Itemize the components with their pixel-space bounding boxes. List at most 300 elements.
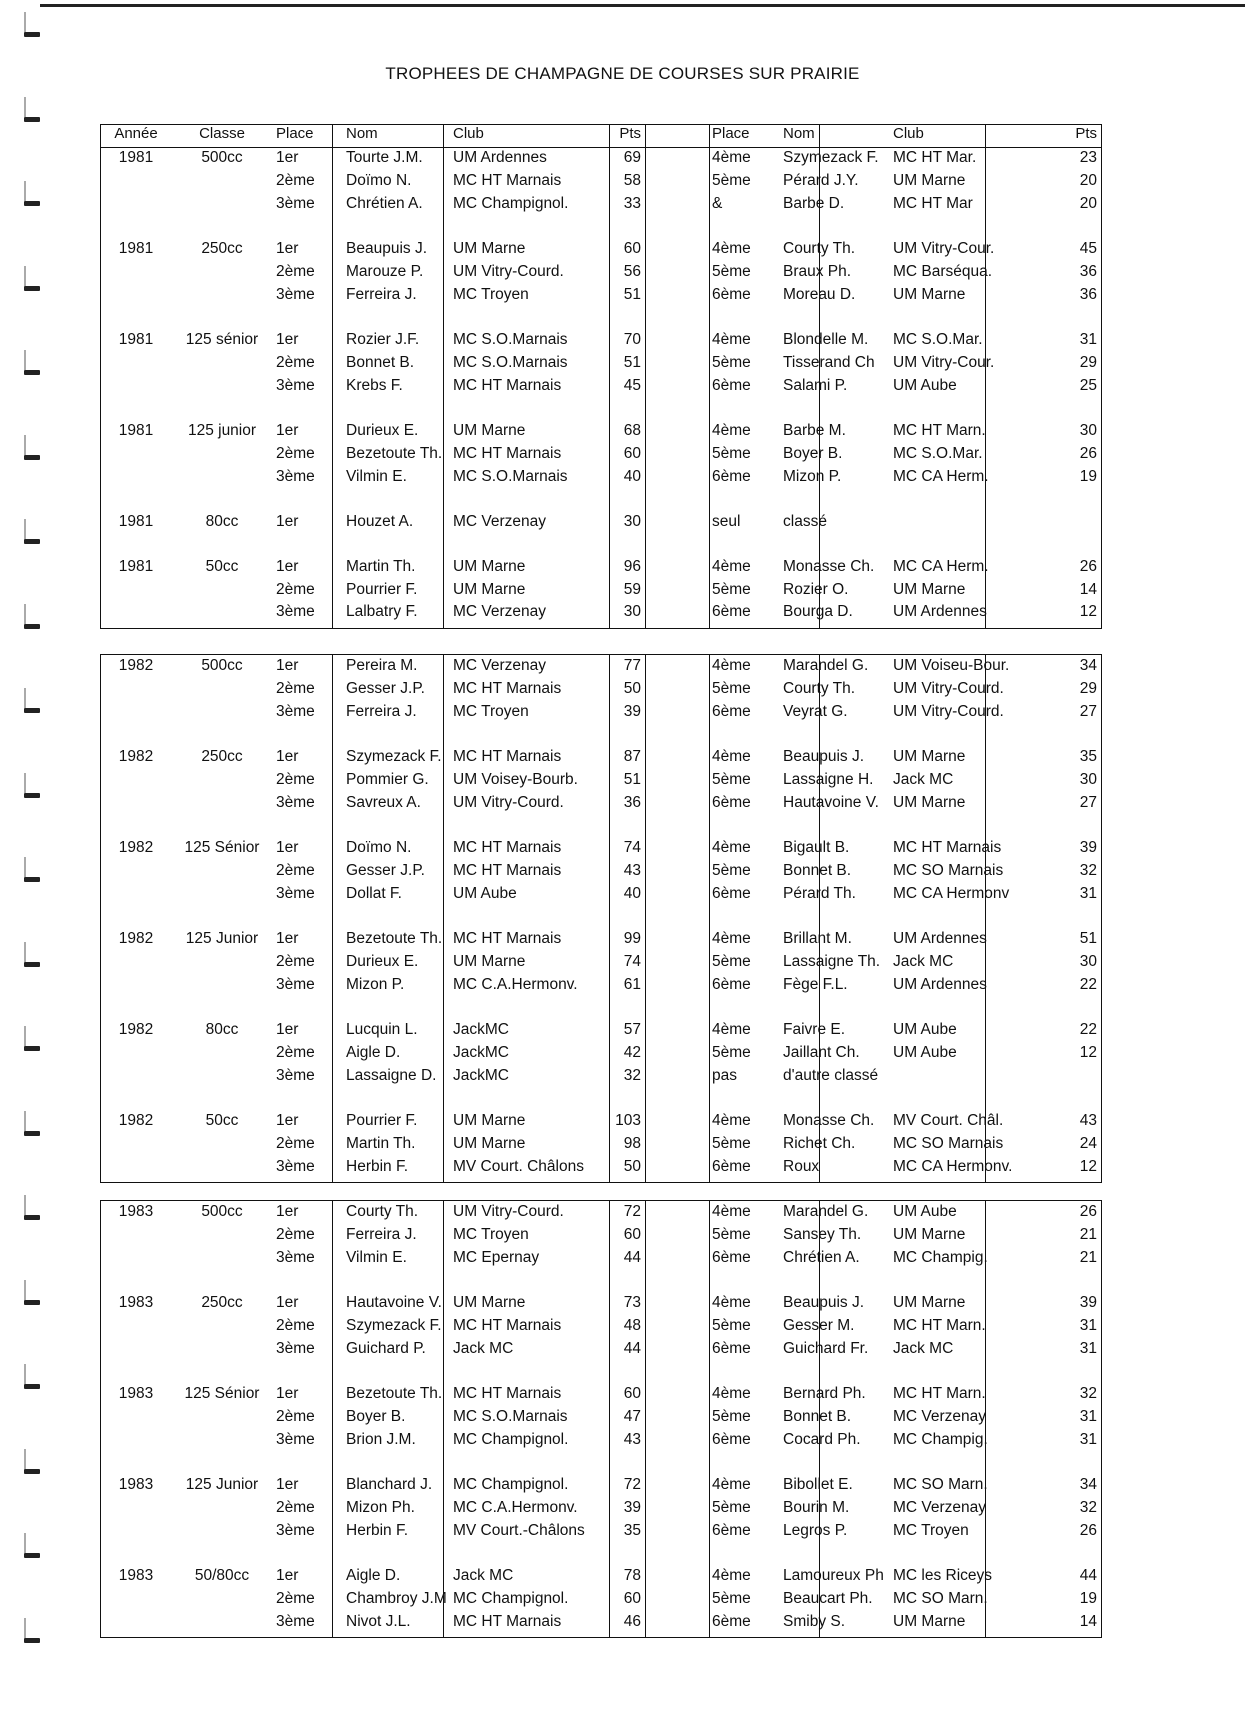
place-cell: 2ème xyxy=(276,444,315,462)
place2-cell: 4ème xyxy=(712,1385,751,1402)
nom2-cell: Gesser M. xyxy=(783,1316,855,1334)
year-cell: 1983 xyxy=(118,1476,154,1493)
year-cell: 1981 xyxy=(118,557,154,575)
pts2-cell: 43 xyxy=(1079,1112,1097,1129)
club2-cell: MC CA Hermonv. xyxy=(893,1157,1013,1175)
binding-ring xyxy=(18,519,46,545)
place2-cell: 4ème xyxy=(712,930,751,947)
nom-cell: Durieux E. xyxy=(346,952,419,970)
year-cell: 1981 xyxy=(118,513,154,530)
club-cell: Jack MC xyxy=(453,1339,514,1357)
pts2-cell: 25 xyxy=(1079,376,1097,394)
pts-cell: 43 xyxy=(623,1430,641,1448)
place2-cell: 5ème xyxy=(712,1498,751,1516)
binding-ring xyxy=(18,266,46,292)
nom-cell: Chrétien A. xyxy=(346,194,423,212)
pts-cell: 36 xyxy=(623,793,641,811)
place-cell: 2ème xyxy=(276,1498,315,1516)
club2-cell: MC HT Marn. xyxy=(893,1385,986,1402)
pts-cell: 30 xyxy=(623,513,641,530)
club2-cell: UM Marne xyxy=(893,580,966,598)
header-annee: Année xyxy=(114,125,158,142)
nom-cell: Pereira M. xyxy=(346,657,418,674)
place-cell: 1er xyxy=(276,1021,299,1038)
class-cell: 500cc xyxy=(201,1203,243,1220)
binding-ring xyxy=(18,97,46,123)
pts-cell: 87 xyxy=(623,748,641,765)
table-row xyxy=(101,1044,1101,1066)
nom2-cell: Cocard Ph. xyxy=(783,1430,861,1448)
pts2-cell: 45 xyxy=(1079,240,1097,257)
place-cell: 1er xyxy=(276,930,299,947)
place-cell: 2ème xyxy=(276,952,315,970)
year-cell: 1983 xyxy=(118,1567,154,1584)
nom-cell: Szymezack F. xyxy=(346,1316,442,1334)
nom2-cell: Sansey Th. xyxy=(783,1225,862,1243)
nom2-cell: Szymezack F. xyxy=(783,149,879,166)
class-cell: 500cc xyxy=(201,149,243,166)
pts-cell: 44 xyxy=(623,1248,641,1266)
place2-cell: 4ème xyxy=(712,331,751,348)
binding-ring xyxy=(18,435,46,461)
nom-cell: Tourte J.M. xyxy=(346,149,423,166)
club-cell: MC HT Marnais xyxy=(453,171,562,189)
club2-cell: UM Marne xyxy=(893,1225,966,1243)
pts-cell: 68 xyxy=(623,422,641,439)
nom-cell: Brion J.M. xyxy=(346,1430,416,1448)
place2-cell: 4ème xyxy=(712,149,751,166)
club2-cell: UM Aube xyxy=(893,1203,957,1220)
club-cell: UM Marne xyxy=(453,1134,526,1152)
nom2-cell: Bourin M. xyxy=(783,1498,850,1516)
column-divider xyxy=(443,125,444,628)
club-cell: JackMC xyxy=(453,1066,509,1084)
place-cell: 3ème xyxy=(276,1521,315,1539)
nom-cell: Boyer B. xyxy=(346,1407,406,1425)
header-pts: Pts xyxy=(619,125,641,142)
club2-cell: UM Marne xyxy=(893,1612,966,1630)
column-divider xyxy=(709,125,710,628)
pts-cell: 51 xyxy=(623,770,641,788)
column-divider xyxy=(645,655,646,1182)
place2-cell: & xyxy=(712,194,723,212)
class-cell: 50cc xyxy=(205,557,239,575)
year-cell: 1982 xyxy=(118,657,154,674)
column-divider xyxy=(819,125,820,628)
place2-cell: pas xyxy=(712,1066,737,1084)
club2-cell: UM Marne xyxy=(893,171,966,189)
year-cell: 1983 xyxy=(118,1385,154,1402)
class-cell: 125 Sénior xyxy=(184,839,260,856)
column-divider xyxy=(609,655,610,1182)
place-cell: 2ème xyxy=(276,580,315,598)
class-cell: 80cc xyxy=(205,1021,239,1038)
place-cell: 3ème xyxy=(276,1066,315,1084)
year-cell: 1982 xyxy=(118,748,154,765)
nom2-cell: Beaupuis J. xyxy=(783,1294,864,1311)
table-row xyxy=(101,603,1101,625)
place-cell: 3ème xyxy=(276,1430,315,1448)
place2-cell: 4ème xyxy=(712,657,751,674)
nom2-cell: d'autre classé xyxy=(783,1066,879,1084)
place-cell: 3ème xyxy=(276,1339,315,1357)
class-cell: 125 sénior xyxy=(185,331,259,348)
nom2-cell: Marandel G. xyxy=(783,657,869,674)
table-row xyxy=(101,930,1101,952)
club-cell: UM Ardennes xyxy=(453,149,547,166)
pts-cell: 51 xyxy=(623,285,641,303)
club2-cell: UM Aube xyxy=(893,1021,957,1038)
club-cell: MV Court.-Châlons xyxy=(453,1521,585,1539)
nom-cell: Rozier J.F. xyxy=(346,331,420,348)
place2-cell: 6ème xyxy=(712,1521,751,1539)
place2-cell: 6ème xyxy=(712,467,751,485)
club-cell: UM Voisey-Bourb. xyxy=(453,770,578,788)
club-cell: MC Champignol. xyxy=(453,1476,569,1493)
nom2-cell: Rozier O. xyxy=(783,580,849,598)
binding-ring xyxy=(18,1280,46,1306)
table-row xyxy=(101,263,1101,285)
table-row xyxy=(101,468,1101,490)
place-cell: 1er xyxy=(276,657,299,674)
place2-cell: 5ème xyxy=(712,1225,751,1243)
club-cell: MC HT Marnais xyxy=(453,748,562,765)
pts-cell: 30 xyxy=(623,603,641,621)
nom-cell: Gesser J.P. xyxy=(346,861,425,879)
place-cell: 2ème xyxy=(276,1407,315,1425)
place-cell: 3ème xyxy=(276,1248,315,1266)
nom2-cell: Veyrat G. xyxy=(783,702,848,720)
place-cell: 1er xyxy=(276,1567,299,1584)
club-cell: MC Troyen xyxy=(453,1225,529,1243)
class-cell: 250cc xyxy=(201,748,243,765)
place2-cell: 4ème xyxy=(712,422,751,439)
nom2-cell: Bourga D. xyxy=(783,603,853,621)
pts2-cell: 31 xyxy=(1079,331,1097,348)
column-divider xyxy=(332,125,333,628)
place2-cell: 4ème xyxy=(712,1112,751,1129)
nom-cell: Lucquin L. xyxy=(346,1021,418,1038)
table-row xyxy=(101,172,1101,194)
column-divider xyxy=(709,1201,710,1637)
top-rule xyxy=(40,4,1245,7)
results-table-1982 xyxy=(100,654,1102,1183)
place2-cell: 6ème xyxy=(712,1612,751,1630)
club-cell: UM Marne xyxy=(453,952,526,970)
column-divider xyxy=(819,655,820,1182)
binding-ring xyxy=(18,857,46,883)
pts2-cell: 14 xyxy=(1079,1612,1097,1630)
club-cell: JackMC xyxy=(453,1021,509,1038)
table-row xyxy=(101,1613,1101,1635)
table-row xyxy=(101,1158,1101,1180)
place-cell: 1er xyxy=(276,748,299,765)
place-cell: 1er xyxy=(276,1385,299,1402)
column-divider xyxy=(985,655,986,1182)
club-cell: UM Vitry-Courd. xyxy=(453,793,564,811)
nom2-cell: Legros P. xyxy=(783,1521,848,1539)
club-cell: UM Marne xyxy=(453,240,526,257)
club-cell: MC Troyen xyxy=(453,702,529,720)
table-row xyxy=(101,513,1101,535)
place-cell: 2ème xyxy=(276,171,315,189)
place2-cell: 6ème xyxy=(712,376,751,394)
place2-cell: 6ème xyxy=(712,975,751,993)
club2-cell: UM Ardennes xyxy=(893,930,987,947)
nom-cell: Szymezack F. xyxy=(346,748,442,765)
club2-cell: MC HT Marn. xyxy=(893,422,986,439)
pts-cell: 69 xyxy=(623,149,641,166)
pts-cell: 70 xyxy=(623,331,641,348)
pts-cell: 73 xyxy=(623,1294,641,1311)
pts2-cell: 30 xyxy=(1079,952,1097,970)
place-cell: 1er xyxy=(276,331,299,348)
club2-cell: UM Voiseu-Bour. xyxy=(893,657,1010,674)
year-cell: 1981 xyxy=(118,422,154,439)
column-divider xyxy=(819,1201,820,1637)
nom2-cell: Bernard Ph. xyxy=(783,1385,866,1402)
club2-cell: MC HT Marn. xyxy=(893,1316,986,1334)
place2-cell: 5ème xyxy=(712,1316,751,1334)
club-cell: MC Verzenay xyxy=(453,657,547,674)
header-club2: Club xyxy=(893,125,924,142)
club2-cell: MC Verzenay xyxy=(893,1498,987,1516)
column-divider xyxy=(443,1201,444,1637)
nom2-cell: Roux xyxy=(783,1157,820,1175)
club-cell: MC HT Marnais xyxy=(453,1612,562,1630)
nom-cell: Mizon P. xyxy=(346,975,405,993)
nom-cell: Savreux A. xyxy=(346,793,421,811)
club-cell: MC Champignol. xyxy=(453,1430,569,1448)
pts2-cell: 19 xyxy=(1079,467,1097,485)
club-cell: MC HT Marnais xyxy=(453,1385,562,1402)
place2-cell: 5ème xyxy=(712,1134,751,1152)
nom2-cell: Richet Ch. xyxy=(783,1134,856,1152)
table-row xyxy=(101,1135,1101,1157)
club-cell: UM Aube xyxy=(453,884,517,902)
pts-cell: 72 xyxy=(623,1203,641,1220)
place-cell: 3ème xyxy=(276,975,315,993)
club-cell: MC HT Marnais xyxy=(453,1316,562,1334)
table-row xyxy=(101,862,1101,884)
column-divider xyxy=(645,1201,646,1637)
place-cell: 1er xyxy=(276,149,299,166)
nom2-cell: Boyer B. xyxy=(783,444,843,462)
club-cell: MC HT Marnais xyxy=(453,376,562,394)
place-cell: 3ème xyxy=(276,793,315,811)
club2-cell: UM Aube xyxy=(893,376,957,394)
class-cell: 125 Junior xyxy=(185,1476,259,1493)
column-divider xyxy=(645,125,646,628)
table-row xyxy=(101,1203,1101,1225)
nom2-cell: Beaupuis J. xyxy=(783,748,864,765)
nom-cell: Doïmo N. xyxy=(346,839,412,856)
pts-cell: 32 xyxy=(623,1066,641,1084)
place2-cell: 4ème xyxy=(712,1021,751,1038)
club-cell: MC S.O.Marnais xyxy=(453,1407,568,1425)
class-cell: 50/80cc xyxy=(194,1567,250,1584)
pts2-cell: 12 xyxy=(1079,603,1097,621)
place-cell: 1er xyxy=(276,240,299,257)
nom-cell: Aigle D. xyxy=(346,1043,401,1061)
pts-cell: 43 xyxy=(623,861,641,879)
table-row xyxy=(101,195,1101,217)
club-cell: UM Marne xyxy=(453,1112,526,1129)
header-classe: Classe xyxy=(199,125,245,142)
class-cell: 500cc xyxy=(201,657,243,674)
pts-cell: 44 xyxy=(623,1339,641,1357)
pts2-cell: 31 xyxy=(1079,1407,1097,1425)
table-row xyxy=(101,771,1101,793)
place2-cell: seul xyxy=(712,513,741,530)
pts-cell: 103 xyxy=(615,1112,641,1129)
table-row xyxy=(101,1567,1101,1589)
binding-ring xyxy=(18,12,46,38)
place-cell: 3ème xyxy=(276,603,315,621)
column-divider xyxy=(985,1201,986,1637)
place-cell: 1er xyxy=(276,1112,299,1129)
pts-cell: 60 xyxy=(623,1225,641,1243)
nom-cell: Bezetoute Th. xyxy=(346,1385,443,1402)
club2-cell: MC S.O.Mar. xyxy=(893,444,983,462)
place2-cell: 4ème xyxy=(712,748,751,765)
club-cell: Jack MC xyxy=(453,1567,514,1584)
pts2-cell: 32 xyxy=(1079,1498,1097,1516)
pts2-cell: 26 xyxy=(1079,1521,1097,1539)
pts-cell: 58 xyxy=(623,171,641,189)
nom-cell: Pourrier F. xyxy=(346,580,418,598)
nom-cell: Chambroy J.M xyxy=(346,1589,447,1607)
nom2-cell: Lassaigne Th. xyxy=(783,952,881,970)
binding-ring xyxy=(18,942,46,968)
place2-cell: 6ème xyxy=(712,285,751,303)
year-cell: 1982 xyxy=(118,839,154,856)
club-cell: MC Epernay xyxy=(453,1248,540,1266)
nom-cell: Aigle D. xyxy=(346,1567,401,1584)
table-row xyxy=(101,1385,1101,1407)
place-cell: 1er xyxy=(276,839,299,856)
pts2-cell: 31 xyxy=(1079,1339,1097,1357)
nom-cell: Vilmin E. xyxy=(346,1248,407,1266)
club-cell: MV Court. Châlons xyxy=(453,1157,584,1175)
place2-cell: 6ème xyxy=(712,884,751,902)
class-cell: 125 Junior xyxy=(185,930,259,947)
club2-cell: MC CA Herm. xyxy=(893,467,989,485)
club2-cell: UM Marne xyxy=(893,285,966,303)
pts-cell: 99 xyxy=(623,930,641,947)
club-cell: UM Vitry-Courd. xyxy=(453,1203,564,1220)
pts2-cell: 34 xyxy=(1079,657,1097,674)
binding-ring xyxy=(18,604,46,630)
table-row xyxy=(101,1590,1101,1612)
club2-cell: UM Aube xyxy=(893,1043,957,1061)
nom-cell: Blanchard J. xyxy=(346,1476,433,1493)
pts2-cell: 30 xyxy=(1079,422,1097,439)
nom2-cell: Guichard Fr. xyxy=(783,1339,869,1357)
nom-cell: Ferreira J. xyxy=(346,285,417,303)
club-cell: MC HT Marnais xyxy=(453,930,562,947)
club2-cell: UM Vitry-Cour. xyxy=(893,240,995,257)
binding-ring xyxy=(18,1618,46,1644)
place2-cell: 4ème xyxy=(712,1567,751,1584)
nom2-cell: Moreau D. xyxy=(783,285,856,303)
pts2-cell: 26 xyxy=(1079,1203,1097,1220)
nom-cell: Doïmo N. xyxy=(346,171,412,189)
pts-cell: 56 xyxy=(623,262,641,280)
year-cell: 1981 xyxy=(118,149,154,166)
place2-cell: 4ème xyxy=(712,839,751,856)
club2-cell: UM Vitry-Courd. xyxy=(893,702,1004,720)
table-row xyxy=(101,1112,1101,1134)
pts-cell: 96 xyxy=(623,557,641,575)
pts-cell: 40 xyxy=(623,884,641,902)
binding-ring xyxy=(18,1111,46,1137)
pts2-cell: 27 xyxy=(1079,702,1097,720)
pts2-cell: 32 xyxy=(1079,861,1097,879)
table-header xyxy=(101,125,1101,148)
place-cell: 2ème xyxy=(276,1225,315,1243)
club-cell: MC Champignol. xyxy=(453,194,569,212)
place-cell: 3ème xyxy=(276,376,315,394)
table-row xyxy=(101,794,1101,816)
nom2-cell: Beaucart Ph. xyxy=(783,1589,873,1607)
year-cell: 1982 xyxy=(118,930,154,947)
table-row xyxy=(101,1226,1101,1248)
pts-cell: 35 xyxy=(623,1521,641,1539)
club2-cell: MV Court. Châl. xyxy=(893,1112,1004,1129)
spiral-binding xyxy=(18,0,48,1715)
nom2-cell: Brillant M. xyxy=(783,930,852,947)
pts2-cell: 29 xyxy=(1079,353,1097,371)
club2-cell: MC Barséqua. xyxy=(893,262,993,280)
table-row xyxy=(101,377,1101,399)
nom2-cell: Fège F.L. xyxy=(783,975,848,993)
nom2-cell: Lassaigne H. xyxy=(783,770,874,788)
club-cell: MC Verzenay xyxy=(453,513,547,530)
club2-cell: MC Champig. xyxy=(893,1248,988,1266)
club2-cell: MC les Riceys xyxy=(893,1567,993,1584)
pts2-cell: 30 xyxy=(1079,770,1097,788)
binding-ring xyxy=(18,1533,46,1559)
pts2-cell: 35 xyxy=(1079,748,1097,765)
pts2-cell: 26 xyxy=(1079,444,1097,462)
place-cell: 3ème xyxy=(276,285,315,303)
pts-cell: 50 xyxy=(623,679,641,697)
pts-cell: 45 xyxy=(623,376,641,394)
pts2-cell: 20 xyxy=(1079,171,1097,189)
club2-cell: Jack MC xyxy=(893,770,954,788)
club2-cell: MC CA Herm. xyxy=(893,557,989,575)
nom2-cell: Chrétien A. xyxy=(783,1248,860,1266)
pts-cell: 51 xyxy=(623,353,641,371)
place-cell: 3ème xyxy=(276,1157,315,1175)
place2-cell: 5ème xyxy=(712,1589,751,1607)
table-row xyxy=(101,422,1101,444)
club2-cell: MC SO Marnais xyxy=(893,861,1004,879)
club2-cell: MC SO Marn. xyxy=(893,1476,988,1493)
table-row xyxy=(101,703,1101,725)
column-divider xyxy=(332,1201,333,1637)
place-cell: 1er xyxy=(276,1294,299,1311)
place2-cell: 5ème xyxy=(712,861,751,879)
pts-cell: 60 xyxy=(623,1385,641,1402)
place2-cell: 6ème xyxy=(712,1430,751,1448)
page-title: TROPHEES DE CHAMPAGNE DE COURSES SUR PRAIRIE xyxy=(385,64,860,83)
nom-cell: Martin Th. xyxy=(346,1134,416,1152)
results-table-1981 xyxy=(100,124,1102,629)
class-cell: 125 Sénior xyxy=(184,1385,260,1402)
place-cell: 2ème xyxy=(276,679,315,697)
